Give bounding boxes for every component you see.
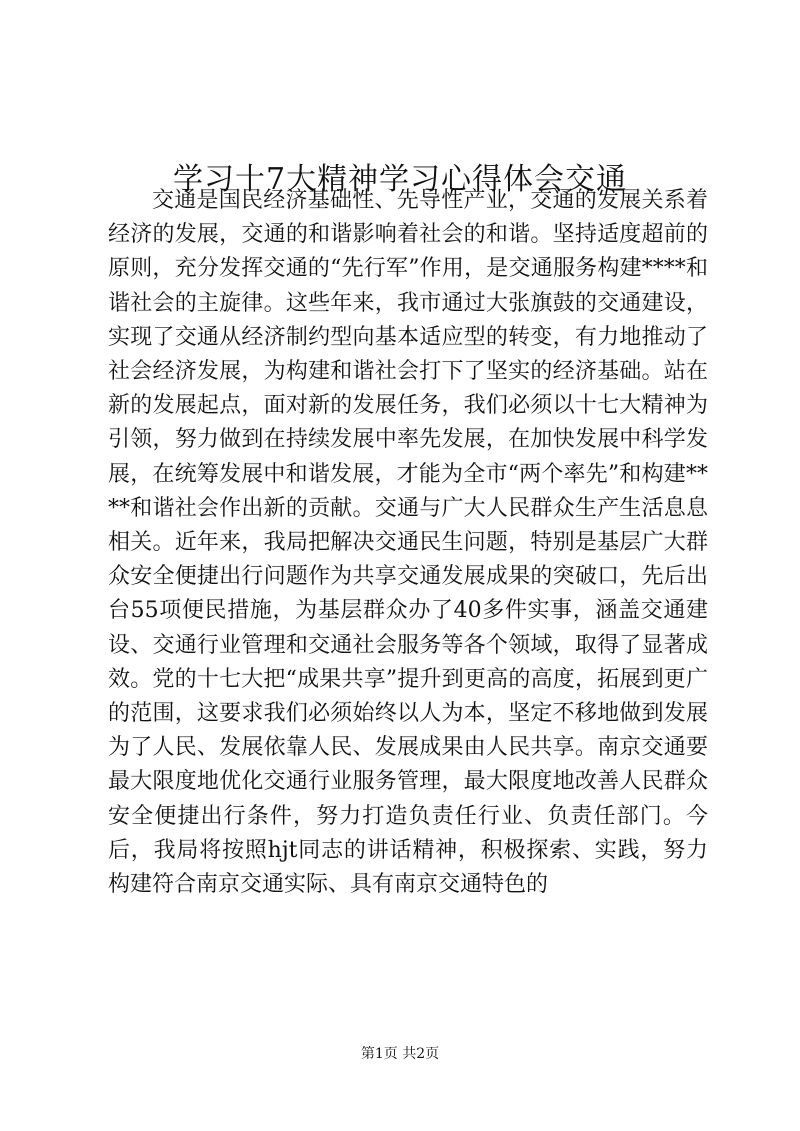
document-title: 学习十7大精神学习心得体会交通 [172, 162, 628, 198]
body-text [108, 184, 708, 902]
body-paragraph: 交通是国民经济基础性、先导性产业，交通的发展关系着经济的发展，交通的和谐影响着社会的和谐。坚持适度超前的原则，充分发挥交通的“先行军”作用，是交通服务构建****和谐社会的主旋律。这些年来，我市通过大张旗鼓的交通建设，实现了交通从经济制约型向基本适应型的转变，有力地推动了社会经济发展，为构建和谐社会打下了坚实的经济基础。站在新的发展起点，面对新的发展任务，我们必须以十七大精神为引领，努力做到在持续发展中率先发展，在加快发展中科学发展，在统筹发展中和谐发展，才能为全市“两个率先”和构建****和谐社会作出新的贡献。交通与广大人民群众生产生活息息相关。近年来，我局把解决交通民生问题，特别是基层广大群众安全便捷出行问题作为共享交通发展成果的突破口，先后出台55项便民措施，为基层群众办了40多件实事，涵盖交通建设、交通行业管理和交通社会服务等各个领域，取得了显著成效。党的十七大把“成果共享”提升到更高的高度，拓展到更广的范围，这要求我们必须始终以人为本，坚定不移地做到发展为了人民、发展依靠人民、发展成果由人民共享。南京交通要最大限度地优化交通行业服务管理，最大限度地改善人民群众安全便捷出行条件，努力打造负责任行业、负责任部门。今后，我局将按照hjt同志的讲话精神，积极探索、实践，努力构建符合南京交通实际、具有南京交通特色的 [108, 188, 708, 898]
page-footer: 第1页 共2页 [360, 1046, 440, 1062]
